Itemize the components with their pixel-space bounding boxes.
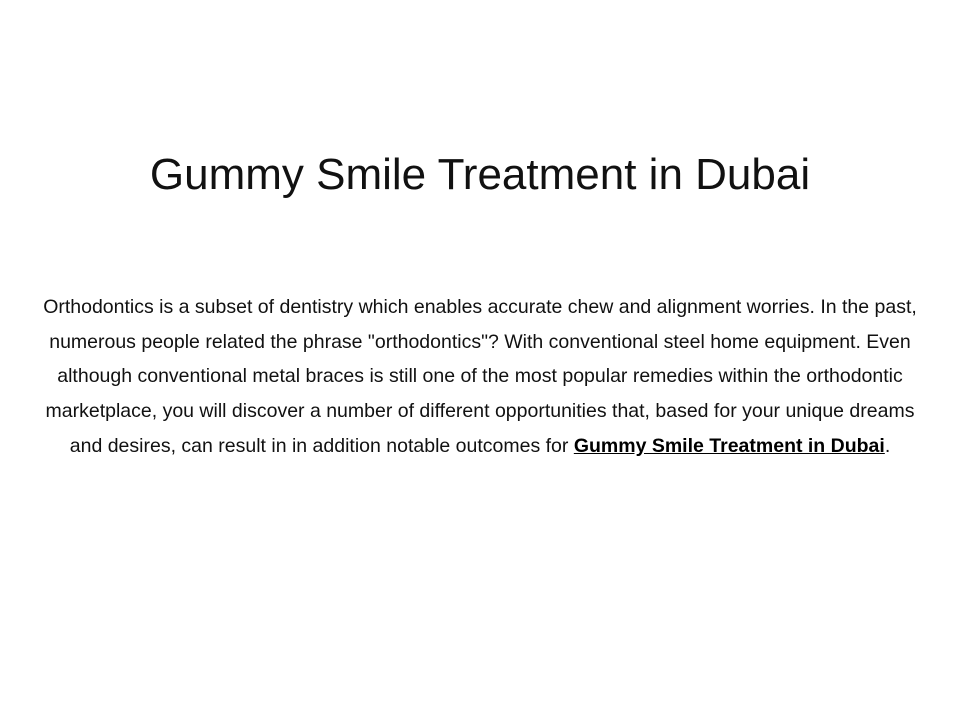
body-text-after-link: . [884,434,891,457]
gummy-smile-treatment-link[interactable]: Gummy Smile Treatment in Dubai [573,434,885,457]
body-text-before-link: Orthodontics is a subset of dentistry which enables accurate chew and alignment worries. In the past, numerous people related the phrase "orthodontics"? With conventional steel home equipment. Even although conventional metal braces is still one of the most popular remedies within the orthodontic marketplace, you will discover a number of different opportunities that, based for your unique dreams and desires, can result in in addition notable outcomes for [43,296,917,457]
page-title: Gummy Smile Treatment in Dubai [149,150,811,199]
body-paragraph [32,290,928,464]
slide-body-text [32,290,928,464]
